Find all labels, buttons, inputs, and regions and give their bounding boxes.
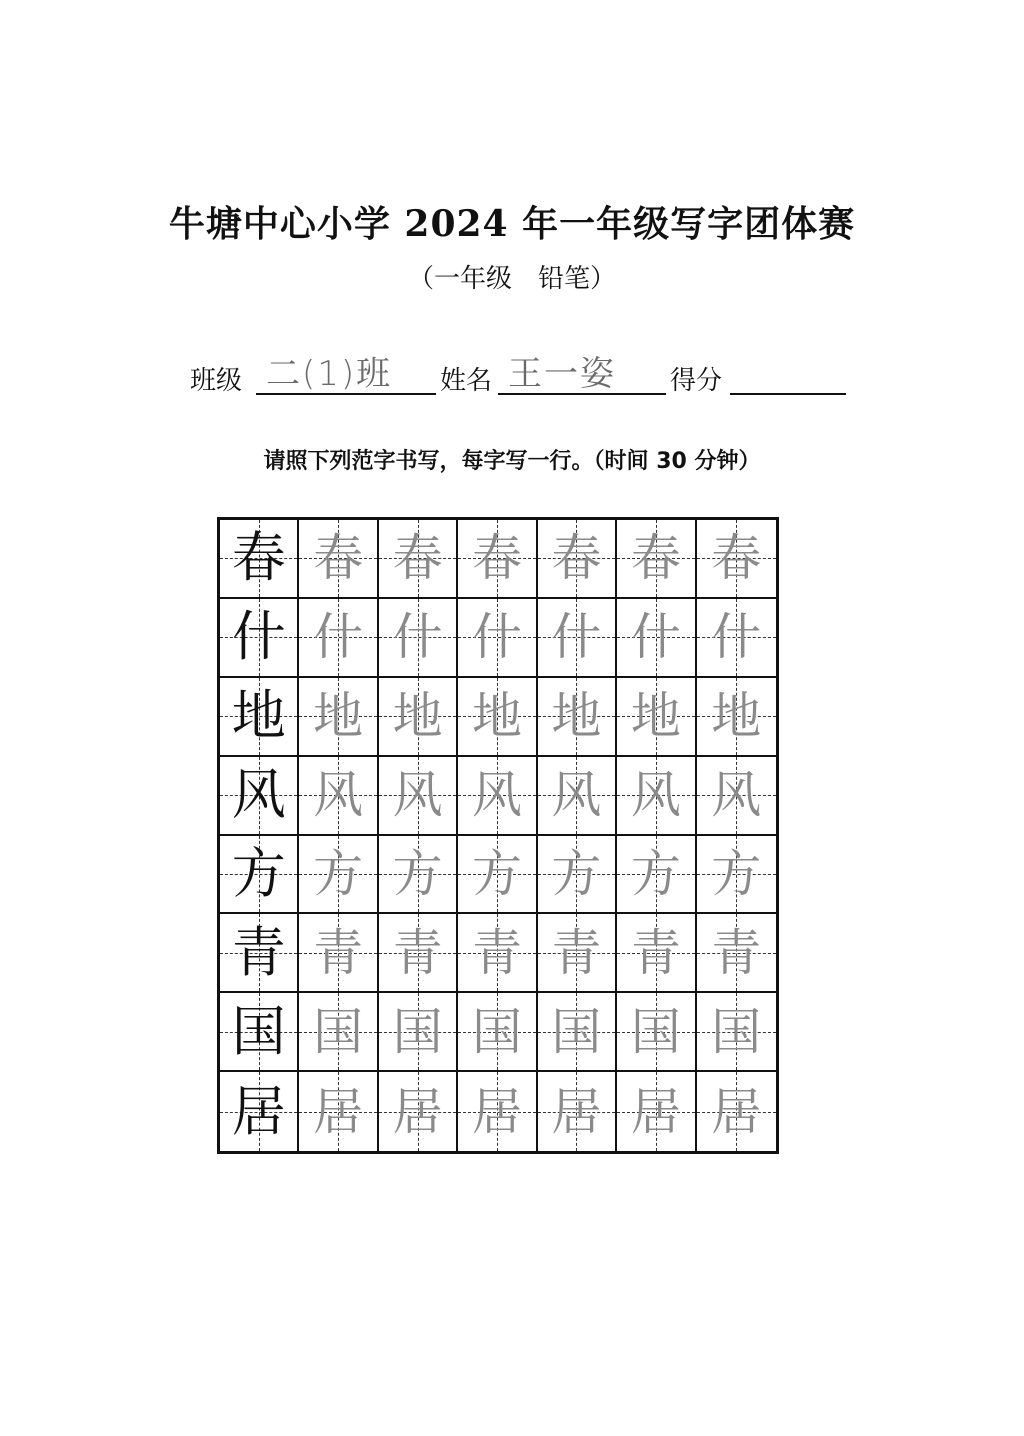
practice-character: 国 bbox=[392, 1002, 443, 1061]
practice-cell[interactable] bbox=[299, 599, 378, 678]
model-character-cell bbox=[220, 678, 299, 757]
practice-cell[interactable] bbox=[697, 678, 776, 757]
practice-cell[interactable] bbox=[379, 993, 458, 1072]
practice-character: 什 bbox=[551, 608, 602, 667]
score-label: 得分 bbox=[670, 366, 723, 396]
practice-cell[interactable] bbox=[617, 993, 696, 1072]
practice-cell[interactable] bbox=[379, 836, 458, 915]
instructions: 请照下列范字书写，每字写一行。（时间 30 分钟） bbox=[263, 449, 761, 474]
practice-character: 青 bbox=[711, 923, 762, 982]
practice-character: 春 bbox=[471, 529, 522, 588]
practice-cell[interactable] bbox=[299, 993, 378, 1072]
practice-character: 方 bbox=[551, 844, 602, 903]
practice-cell[interactable] bbox=[299, 836, 378, 915]
model-character: 风 bbox=[231, 763, 286, 827]
practice-cell[interactable] bbox=[299, 757, 378, 836]
practice-character: 居 bbox=[711, 1082, 762, 1141]
practice-cell[interactable] bbox=[538, 678, 617, 757]
practice-cell[interactable] bbox=[458, 520, 537, 599]
practice-character: 国 bbox=[630, 1002, 681, 1061]
model-character: 青 bbox=[231, 920, 286, 984]
practice-character: 风 bbox=[471, 766, 522, 825]
student-info-row bbox=[190, 338, 850, 398]
practice-character: 风 bbox=[551, 766, 602, 825]
practice-character: 方 bbox=[630, 844, 681, 903]
practice-cell[interactable] bbox=[697, 520, 776, 599]
practice-cell[interactable] bbox=[458, 678, 537, 757]
practice-character: 青 bbox=[551, 923, 602, 982]
model-character-cell bbox=[220, 993, 299, 1072]
practice-cell[interactable] bbox=[697, 599, 776, 678]
class-value[interactable]: 二(1)班 bbox=[266, 354, 393, 394]
name-label: 姓名 bbox=[440, 366, 493, 396]
practice-character: 春 bbox=[551, 529, 602, 588]
practice-cell[interactable] bbox=[617, 836, 696, 915]
model-character: 什 bbox=[231, 605, 286, 669]
class-underline bbox=[256, 393, 436, 395]
practice-character: 风 bbox=[630, 766, 681, 825]
practice-character: 居 bbox=[630, 1082, 681, 1141]
practice-character: 居 bbox=[313, 1082, 364, 1141]
practice-character: 什 bbox=[711, 608, 762, 667]
practice-cell[interactable] bbox=[617, 599, 696, 678]
practice-character: 什 bbox=[392, 608, 443, 667]
model-character: 春 bbox=[231, 526, 286, 590]
practice-character: 方 bbox=[711, 844, 762, 903]
practice-character: 什 bbox=[313, 608, 364, 667]
practice-character: 国 bbox=[471, 1002, 522, 1061]
model-character: 地 bbox=[231, 684, 286, 748]
practice-cell[interactable] bbox=[697, 914, 776, 993]
practice-character: 方 bbox=[313, 844, 364, 903]
practice-character: 什 bbox=[471, 608, 522, 667]
practice-cell[interactable] bbox=[299, 1072, 378, 1151]
practice-character: 居 bbox=[551, 1082, 602, 1141]
practice-cell[interactable] bbox=[379, 914, 458, 993]
practice-cell[interactable] bbox=[458, 993, 537, 1072]
model-character-cell bbox=[220, 1072, 299, 1151]
practice-cell[interactable] bbox=[379, 520, 458, 599]
model-character: 居 bbox=[231, 1079, 286, 1143]
practice-cell[interactable] bbox=[538, 520, 617, 599]
practice-cell[interactable] bbox=[379, 678, 458, 757]
model-character-cell bbox=[220, 914, 299, 993]
practice-cell[interactable] bbox=[538, 757, 617, 836]
practice-cell[interactable] bbox=[538, 993, 617, 1072]
practice-cell[interactable] bbox=[458, 599, 537, 678]
practice-cell[interactable] bbox=[299, 914, 378, 993]
practice-cell[interactable] bbox=[697, 993, 776, 1072]
practice-character: 什 bbox=[630, 608, 681, 667]
score-underline bbox=[730, 393, 846, 395]
practice-character: 方 bbox=[392, 844, 443, 903]
practice-character: 地 bbox=[630, 687, 681, 746]
practice-cell[interactable] bbox=[697, 757, 776, 836]
practice-character: 国 bbox=[551, 1002, 602, 1061]
practice-character: 春 bbox=[711, 529, 762, 588]
practice-cell[interactable] bbox=[538, 914, 617, 993]
practice-cell[interactable] bbox=[617, 678, 696, 757]
practice-cell[interactable] bbox=[617, 520, 696, 599]
practice-character: 方 bbox=[471, 844, 522, 903]
practice-cell[interactable] bbox=[538, 836, 617, 915]
practice-cell[interactable] bbox=[538, 599, 617, 678]
practice-character: 地 bbox=[551, 687, 602, 746]
practice-character: 国 bbox=[711, 1002, 762, 1061]
page-title: 牛塘中心小学 2024 年一年级写字团体赛 bbox=[168, 203, 856, 245]
practice-character: 国 bbox=[313, 1002, 364, 1061]
page-subtitle: （一年级 铅笔） bbox=[407, 264, 616, 294]
practice-character: 地 bbox=[313, 687, 364, 746]
practice-character: 青 bbox=[630, 923, 681, 982]
practice-cell[interactable] bbox=[617, 757, 696, 836]
model-character-cell bbox=[220, 520, 299, 599]
practice-cell[interactable] bbox=[617, 914, 696, 993]
practice-character: 地 bbox=[471, 687, 522, 746]
practice-cell[interactable] bbox=[697, 1072, 776, 1151]
practice-character: 青 bbox=[392, 923, 443, 982]
practice-character: 青 bbox=[313, 923, 364, 982]
practice-cell[interactable] bbox=[458, 1072, 537, 1151]
practice-cell[interactable] bbox=[538, 1072, 617, 1151]
model-character-cell bbox=[220, 836, 299, 915]
practice-character: 青 bbox=[471, 923, 522, 982]
practice-cell[interactable] bbox=[379, 1072, 458, 1151]
practice-cell[interactable] bbox=[379, 757, 458, 836]
practice-cell[interactable] bbox=[458, 836, 537, 915]
practice-character: 地 bbox=[711, 687, 762, 746]
model-character: 国 bbox=[231, 999, 286, 1063]
name-underline bbox=[498, 393, 666, 395]
model-character-cell bbox=[220, 599, 299, 678]
class-label: 班级 bbox=[190, 366, 243, 396]
practice-character: 居 bbox=[471, 1082, 522, 1141]
practice-cell[interactable] bbox=[458, 757, 537, 836]
practice-cell[interactable] bbox=[617, 1072, 696, 1151]
practice-character: 风 bbox=[392, 766, 443, 825]
practice-cell[interactable] bbox=[299, 520, 378, 599]
practice-character: 地 bbox=[392, 687, 443, 746]
practice-cell[interactable] bbox=[299, 678, 378, 757]
practice-character: 风 bbox=[711, 766, 762, 825]
practice-character: 居 bbox=[392, 1082, 443, 1141]
practice-cell[interactable] bbox=[697, 836, 776, 915]
model-character-cell bbox=[220, 757, 299, 836]
practice-character: 风 bbox=[313, 766, 364, 825]
practice-cell[interactable] bbox=[458, 914, 537, 993]
practice-cell[interactable] bbox=[379, 599, 458, 678]
name-value[interactable]: 王一姿 bbox=[508, 354, 616, 394]
practice-character: 春 bbox=[392, 529, 443, 588]
practice-character: 春 bbox=[313, 529, 364, 588]
practice-character: 春 bbox=[630, 529, 681, 588]
writing-grid bbox=[217, 517, 779, 1154]
model-character: 方 bbox=[231, 841, 286, 905]
